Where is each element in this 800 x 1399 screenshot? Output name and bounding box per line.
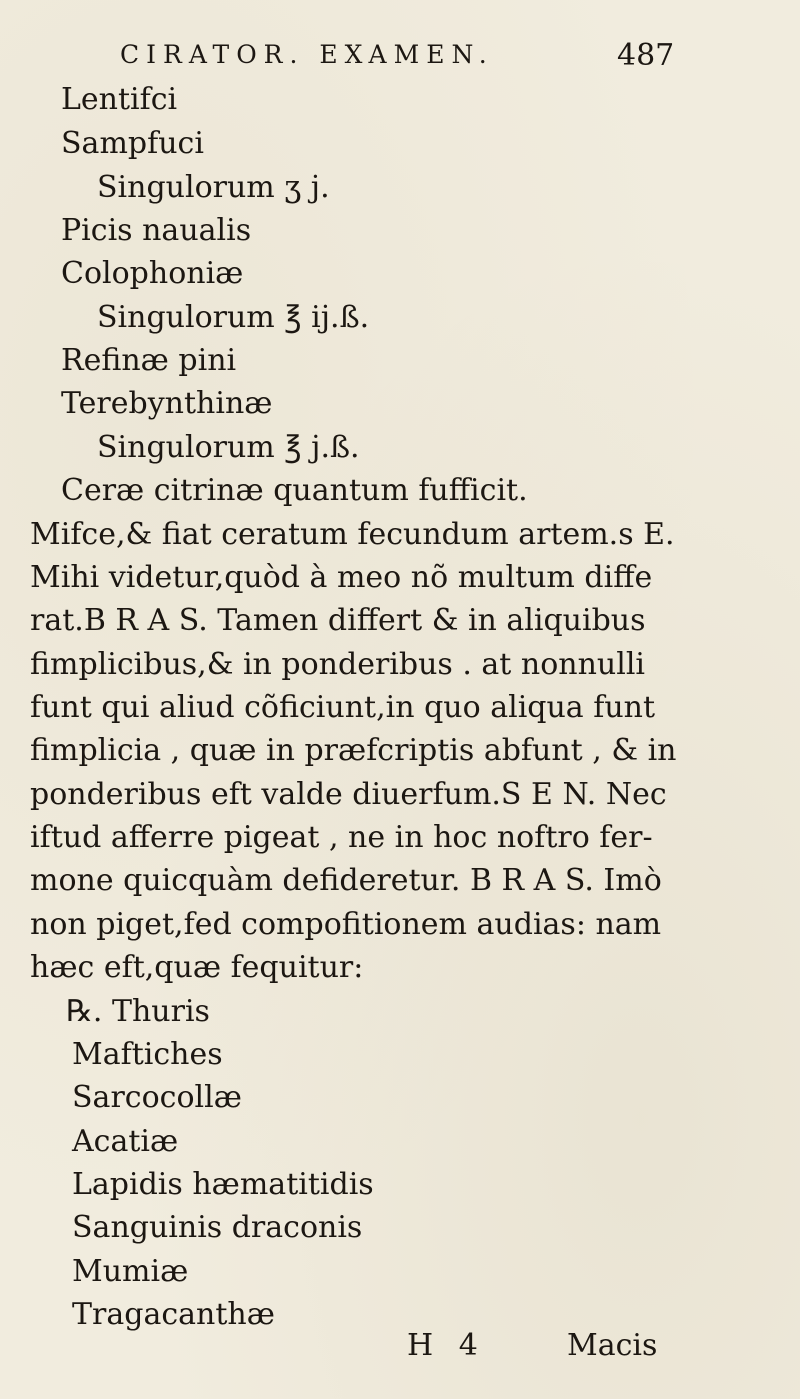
text-line: Ceræ citrinæ quantum fufficit.: [61, 473, 528, 508]
text-line: Lapidis hæmatitidis: [72, 1167, 374, 1202]
text-line: Sarcocollæ: [72, 1080, 242, 1115]
text-line: ponderibus eft valde diuerfum.S E N. Nec: [30, 777, 667, 812]
text-line: Mumiæ: [72, 1254, 189, 1289]
text-line: iftud afferre pigeat , ne in hoc noftro fer-: [30, 820, 653, 855]
text-line: fimplicibus,& in ponderibus . at nonnulli: [30, 647, 646, 682]
text-line: mone quicquàm defideretur. B R A S. Imò: [30, 863, 662, 898]
text-line: Singulorum ʒ j.: [97, 170, 330, 205]
catchword: Macis: [567, 1328, 658, 1363]
text-line: Colophoniæ: [61, 256, 244, 291]
text-line: Lentifci: [61, 82, 178, 117]
text-line: Tragacanthæ: [72, 1297, 275, 1332]
text-line: ℞. Thuris: [66, 994, 210, 1029]
text-line: fimplicia , quæ in præfcriptis abfunt , & in: [30, 733, 677, 768]
text-line: non piget,fed compofitionem audias: nam: [30, 907, 662, 942]
text-line: Mihi videtur,quòd à meo nõ multum diffe: [30, 560, 653, 595]
text-line: Maftiches: [72, 1037, 223, 1072]
text-line: Sanguinis draconis: [72, 1210, 363, 1245]
text-line: rat.B R A S. Tamen differt & in aliquibus: [30, 603, 646, 638]
text-line: Singulorum ℥ j.ß.: [97, 430, 360, 465]
text-line: Singulorum ℥ ij.ß.: [97, 300, 370, 335]
page-number: 487: [617, 38, 675, 73]
running-title: CIRATOR. EXAMEN.: [120, 40, 494, 69]
text-line: Picis naualis: [61, 213, 252, 248]
text-line: Terebynthinæ: [61, 386, 273, 421]
text-line: Mifce,& fiat ceratum fecundum artem.s E.: [30, 517, 675, 552]
text-line: Acatiæ: [72, 1124, 179, 1159]
text-line: funt qui aliud cõficiunt,in quo aliqua funt: [30, 690, 656, 725]
text-line: hæc eft,quæ fequitur:: [30, 950, 364, 985]
signature-mark: H 4: [407, 1328, 486, 1363]
page-header: [120, 38, 680, 78]
text-line: Sampfuci: [61, 126, 204, 161]
text-line: Refinæ pini: [61, 343, 237, 378]
